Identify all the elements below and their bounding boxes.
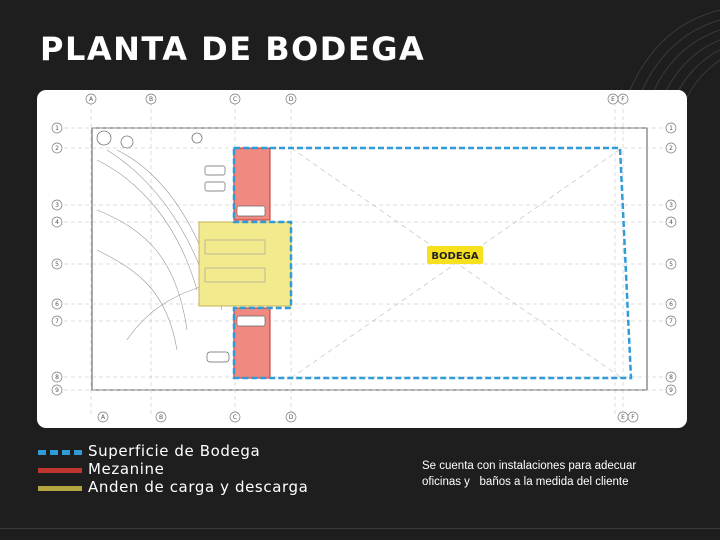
svg-text:6: 6 — [669, 301, 673, 308]
legend-swatch-bodega — [38, 450, 82, 455]
svg-text:3: 3 — [669, 202, 673, 209]
svg-text:F: F — [621, 96, 625, 103]
svg-text:A: A — [88, 96, 94, 103]
bodega-label: BODEGA — [431, 251, 479, 262]
facilities-note-line-1: Se cuenta con instalaciones para adecuar — [422, 460, 637, 472]
svg-text:1: 1 — [55, 125, 59, 132]
floor-plan — [37, 90, 687, 428]
svg-text:4: 4 — [55, 219, 59, 226]
svg-text:5: 5 — [55, 261, 59, 268]
svg-text:B: B — [148, 96, 154, 103]
svg-text:B: B — [158, 414, 164, 421]
legend-label-bodega: Superficie de Bodega — [88, 442, 261, 460]
grid-row-markers-right — [666, 123, 676, 395]
svg-text:7: 7 — [669, 318, 673, 325]
legend-label-anden: Anden de carga y descarga — [88, 478, 309, 496]
footer-divider — [0, 528, 720, 529]
legend-swatch-mezanine — [38, 468, 82, 473]
floor-plan-drawing — [37, 90, 687, 428]
svg-text:8: 8 — [669, 374, 673, 381]
svg-text:6: 6 — [55, 301, 59, 308]
svg-text:C: C — [232, 414, 238, 421]
facilities-note — [422, 458, 662, 490]
svg-text:D: D — [288, 414, 294, 421]
svg-text:A: A — [100, 414, 106, 421]
grid-column-markers-bottom — [98, 412, 638, 422]
svg-text:9: 9 — [669, 387, 673, 394]
facilities-note-line-2: oficinas y baños a la medida del cliente — [422, 476, 629, 488]
svg-text:9: 9 — [55, 387, 59, 394]
svg-text:E: E — [611, 96, 615, 103]
svg-text:2: 2 — [55, 145, 59, 152]
loading-dock — [199, 222, 291, 306]
svg-text:2: 2 — [669, 145, 673, 152]
svg-text:3: 3 — [55, 202, 59, 209]
grid-row-markers-left — [52, 123, 62, 395]
tree-icons — [97, 131, 202, 148]
svg-text:7: 7 — [55, 318, 59, 325]
grid-column-markers-top — [86, 94, 628, 104]
svg-text:D: D — [288, 96, 294, 103]
legend-label-mezanine: Mezanine — [88, 460, 165, 478]
svg-text:8: 8 — [55, 374, 59, 381]
legend-swatch-anden — [38, 486, 82, 491]
svg-text:C: C — [232, 96, 238, 103]
lot-outline — [92, 128, 647, 390]
svg-text:1: 1 — [669, 125, 673, 132]
svg-text:F: F — [631, 414, 635, 421]
svg-text:5: 5 — [669, 261, 673, 268]
svg-text:E: E — [621, 414, 625, 421]
svg-text:4: 4 — [669, 219, 673, 226]
page-title: PLANTA DE BODEGA — [40, 30, 426, 68]
